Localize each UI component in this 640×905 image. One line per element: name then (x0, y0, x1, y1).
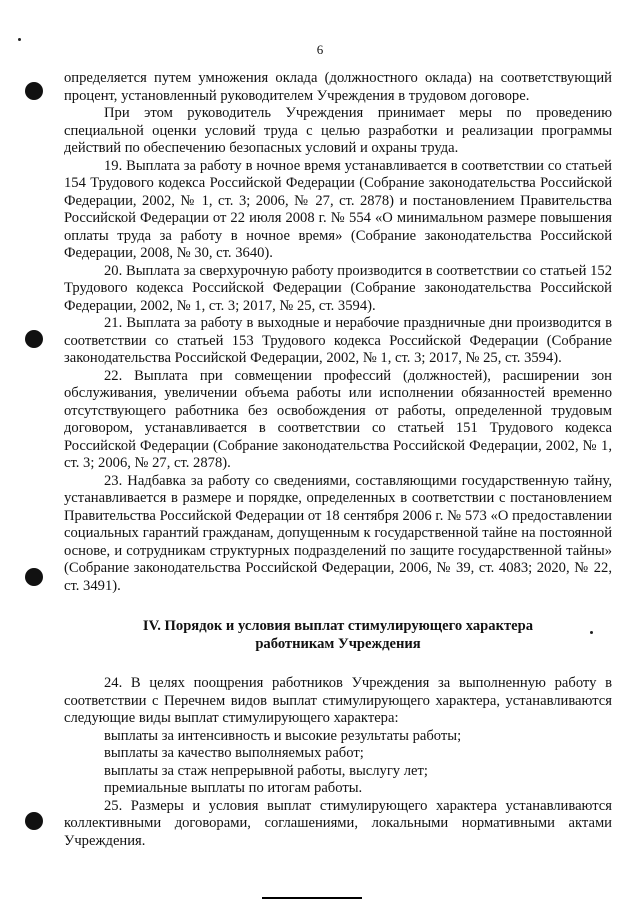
paragraph-21-holidays: 21. Выплата за работу в выходные и нерабочие праздничные дни производится в соответствии со статьей 153 Трудового кодекса Российской Федерации (Собрание законодательства Российской Федерации, 2002, № 1, ст. 3; 2017, № 25, ст. 3594). (64, 315, 612, 366)
paragraph-24-incentives: 24. В целях поощрения работников Учреждения за выполненную работу в соответствии с Перечнем видов выплат стимулирующего характера, устанавливаются следующие виды выплат стимулирующего характера: (64, 675, 612, 726)
punch-hole-mark (25, 812, 43, 830)
section-heading-line-1: IV. Порядок и условия выплат стимулирующего характера (142, 618, 534, 634)
section-heading-line-2: работникам Учреждения (255, 636, 421, 652)
paragraph-22-combining-duties: 22. Выплата при совмещении профессий (должностей), расширении зон обслуживания, увеличении объема работы или исполнении обязанностей временно отсутствующего работника без освобождения от работы, определенной трудовым договором, устанавливается в соответствии со статьей 151 Трудового кодекса Российской Федерации (Собрание законодательства Российской Федерации, 2002, № 1, ст. 3; 2006, № 27, ст. 2878). (64, 367, 612, 471)
punch-hole-mark (25, 568, 43, 586)
document-body (64, 70, 612, 850)
paragraph-20-overtime: 20. Выплата за сверхурочную работу производится в соответствии со статьей 152 Трудового кодекса Российской Федерации (Собрание законодательства Российской Федерации, 2002, № 1, ст. 3; 2017, № 25, ст. 3594). (64, 262, 612, 314)
bottom-edge-line (262, 897, 362, 899)
punch-hole-mark (25, 82, 43, 100)
page-number: 6 (316, 42, 324, 57)
paragraph-continuation: определяется путем умножения оклада (должностного оклада) на соответствующий процент, установленный руководителем Учреждения в трудовом договоре. (64, 70, 612, 104)
punch-hole-mark (25, 330, 43, 348)
list-item: выплаты за качество выполняемых работ; (104, 745, 364, 761)
list-item: выплаты за интенсивность и высокие результаты работы; (104, 727, 462, 744)
paragraph-25-sizes-conditions: 25. Размеры и условия выплат стимулирующего характера устанавливаются коллективными договорами, соглашениями, локальными нормативными актами Учреждения. (64, 797, 612, 849)
section-heading (64, 617, 612, 653)
paragraph-19-night-work: 19. Выплата за работу в ночное время устанавливается в соответствии со статьей 154 Трудового кодекса Российской Федерации (Собрание законодательства Российской Федерации, 2002, № 1, ст. 3; 2006, № 27, ст. 2878) и постановлением Правительства Российской Федерации от 22 июля 2008 г. № 554 «О минимальном размере повышения оплаты труда за работу в ночное время» (Собрание законодательства Российской Федерации, 2008, № 30, ст. 3640). (64, 157, 612, 261)
paragraph-23-state-secret: 23. Надбавка за работу со сведениями, составляющими государственную тайну, устанавливается в размере и порядке, определенных в соответствии с постановлением Правительства Российской Федерации от 18 сентября 2006 г. № 573 «О предоставлении социальных гарантий гражданам, допущенным к государственной тайне на постоянной основе, и сотрудникам структурных подразделений по защите государственной тайны» (Собрание законодательства Российской Федерации, 2006, № 39, ст. 4083; 2020, № 22, ст. 3491). (64, 472, 612, 594)
list-item: премиальные выплаты по итогам работы. (104, 780, 363, 796)
scan-speck (18, 38, 21, 41)
paragraph-safety-measures: При этом руководитель Учреждения принимает меры по проведению специальной оценки условий труда с целью разработки и реализации программы действий по обеспечению безопасных условий и охраны труда. (64, 105, 612, 156)
list-item: выплаты за стаж непрерывной работы, выслугу лет; (104, 762, 428, 779)
